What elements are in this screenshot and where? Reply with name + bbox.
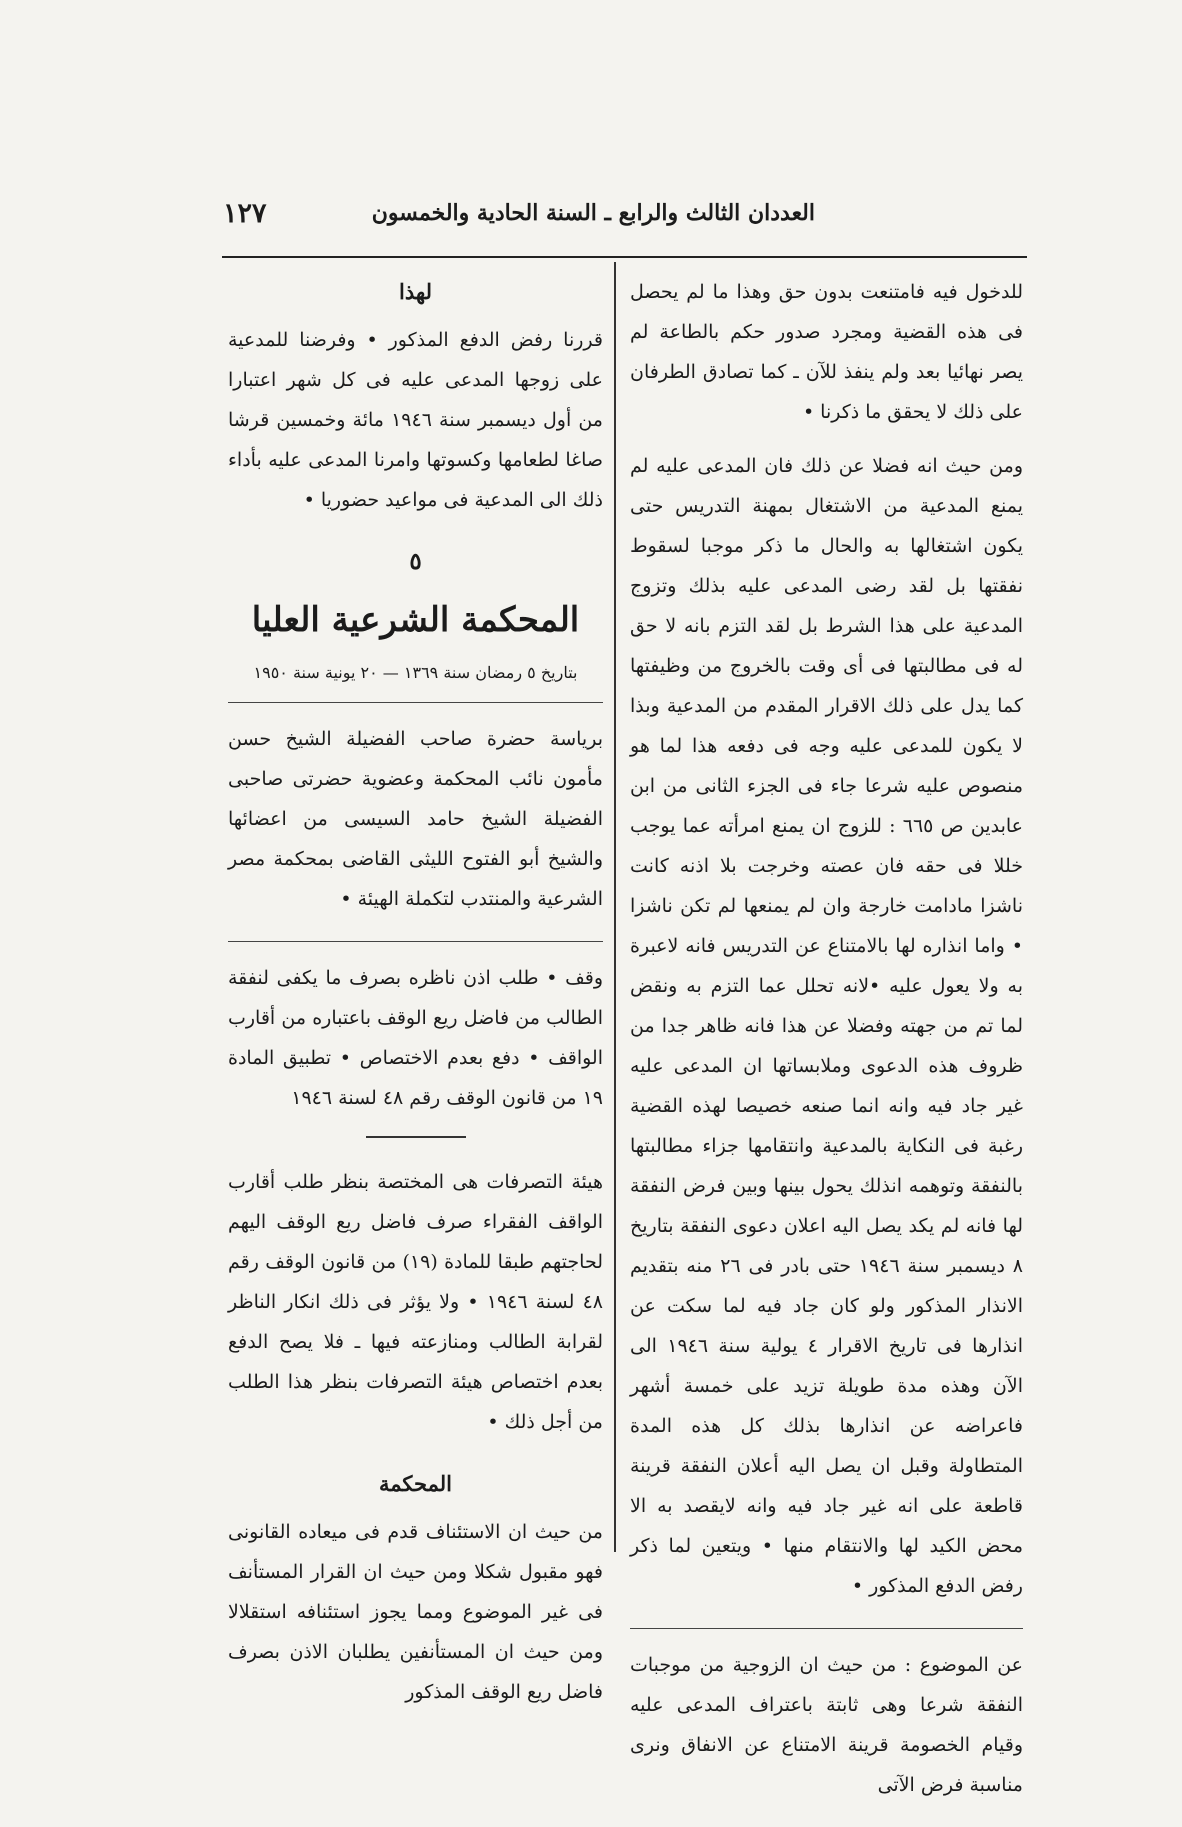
paragraph-court: من حيث ان الاستئناف قدم فى ميعاده القانونى فهو مقبول شكلا ومن حيث ان القرار المستأنف فى غير الموضوع ومما يجوز استئنافه استقلالا ومن حيث ان المستأنفين يطلبان الاذن بصرف فاضل ريع الوقف المذكور — [228, 1521, 603, 1703]
heading-court: المحكمة — [379, 1471, 452, 1496]
paragraph-decision: قررنا رفض الدفع المذكور • وفرضنا للمدعية على زوجها المدعى عليه فى كل شهر اعتبارا من أول ديسمبر سنة ١٩٤٦ مائة وخمسين قرشا صاغا لطعامها وكسوتها وامرنا المدعى عليه بأداء ذلك الى المدعية فى مواعيد حضوريا • — [228, 329, 603, 511]
section-separator — [228, 702, 603, 703]
heading-therefore: لهذا — [399, 279, 432, 304]
running-head: العددان الثالث والرابع ـ السنة الحادية والخمسون — [371, 200, 815, 226]
short-separator — [366, 1136, 466, 1138]
paragraph-panel: برياسة حضرة صاحب الفضيلة الشيخ حسن مأمون نائب المحكمة وعضوية حضرتى صاحبى الفضيلة الشيخ حامد السيسى من اعضائها والشيخ أبو الفتوح الليثى القاضى بمحكمة مصر الشرعية والمنتدب لتكملة الهيئة • — [228, 728, 603, 910]
court-title: المحكمة الشرعية العليا — [251, 600, 580, 640]
decision-date: بتاريخ ٥ رمضان سنة ١٣٦٩ — ٢٠ يونية سنة ١٩٥٠ — [253, 663, 578, 682]
left-column — [228, 272, 603, 1734]
paragraph-occupation: ومن حيث انه فضلا عن ذلك فان المدعى عليه لم يمنع المدعية من الاشتغال بمهنة التدريس حتى يكون اشتغالها به والحال ما ذكر موجبا لسقوط نفقتها بل لقد رضى المدعى عليه بذلك وتزوج المدعية على هذا الشرط بل لقد التزم بانه لا حق له فى مطالبتها فى أى وقت بالخروج من وظيفتها كما يدل على ذلك الاقرار المقدم من المدعية وبذا لا يكون للمدعى عليه وجه فى دفعه هذا لما هو منصوص عليه شرعا جاء فى الجزء الثانى من ابن عابدين ص ٦٦٥ : للزوج ان يمنع امرأته عما يوجب خللا فى حقه فان عصته وخرجت بلا اذنه كانت ناشزا مادامت خارجة وان لم يمنعها لم تكن ناشزا • واما انذاره لها بالامتناع عن التدريس فانه لاعبرة به ولا يعول عليه •لانه تحلل عما التزم به ونقض لما تم من جهته وفضلا عن هذا فانه ظاهر جدا من ظروف هذه الدعوى وملابساتها ان المدعى عليه غير جاد فيه وانه انما صنعه خصيصا لهذه القضية رغبة فى النكاية بالمدعية وانتقامها جزاء مطالبتها بالنفقة وتوهمه انذلك يحول بينها وبين فرض النفقة لها فانه لم يكد يصل اليه اعلان دعوى النفقة بتاريخ ٨ ديسمبر سنة ١٩٤٦ حتى بادر فى ٢٦ منه بتقديم الانذار المذكور ولو كان جاد فيه لما سكت عن انذارها فى تاريخ الاقرار ٤ يولية سنة ١٩٤٦ الى الآن وهذه مدة طويلة تزيد على خمسة أشهر فاعراضه عن انذارها بذلك كل هذه المدة المتطاولة وقبل ان يصل اليه أعلان النفقة قرينة قاطعة على انه غير جاد فيه وانه لايقصد به الا محض الكيد لها والانتقام منها • ويتعين لما ذكر رفض الدفع المذكور • — [630, 455, 1024, 1597]
case-number: ٥ — [409, 548, 422, 575]
paragraph-summary: وقف • طلب اذن ناظره بصرف ما يكفى لنفقة الطالب من فاضل ريع الوقف باعتباره من أقارب الواقف • دفع بعدم الاختصاص • تطبيق المادة ١٩ من قانون الوقف رقم ٤٨ لسنة ١٩٤٦ — [228, 967, 603, 1109]
page-number: ١٢٧ — [223, 198, 267, 229]
paragraph-continued: للدخول فيه فامتنعت بدون حق وهذا ما لم يحصل فى هذه القضية ومجرد صدور حكم بالطاعة لم يصر نهائيا بعد ولم ينفذ للآن ـ كما تصادق الطرفان على ذلك لا يحقق ما ذكرنا • — [630, 281, 1023, 423]
column-divider — [614, 262, 616, 1552]
header-rule — [222, 256, 1027, 258]
page-header — [215, 196, 1015, 236]
right-column — [630, 272, 1023, 1827]
paragraph-separator — [630, 1628, 1023, 1629]
paragraph-principle: هيئة التصرفات هى المختصة بنظر طلب أقارب الواقف الفقراء صرف فاضل ريع الوقف اليهم لحاجتهم طبقا للمادة (١٩) من قانون الوقف رقم ٤٨ لسنة ١٩٤٦ • ولا يؤثر فى ذلك انكار الناظر لقرابة الطالب ومنازعته فيها ـ فلا يصح الدفع بعدم اختصاص هيئة التصرفات بنظر هذا الطلب من أجل ذلك • — [228, 1171, 603, 1433]
section-separator — [228, 941, 603, 942]
paragraph-merits: عن الموضوع : من حيث ان الزوجية من موجبات النفقة شرعا وهى ثابتة باعتراف المدعى عليه وقيام الخصومة قرينة الامتناع عن الانفاق ونرى مناسبة فرض الآتى — [630, 1654, 1023, 1796]
